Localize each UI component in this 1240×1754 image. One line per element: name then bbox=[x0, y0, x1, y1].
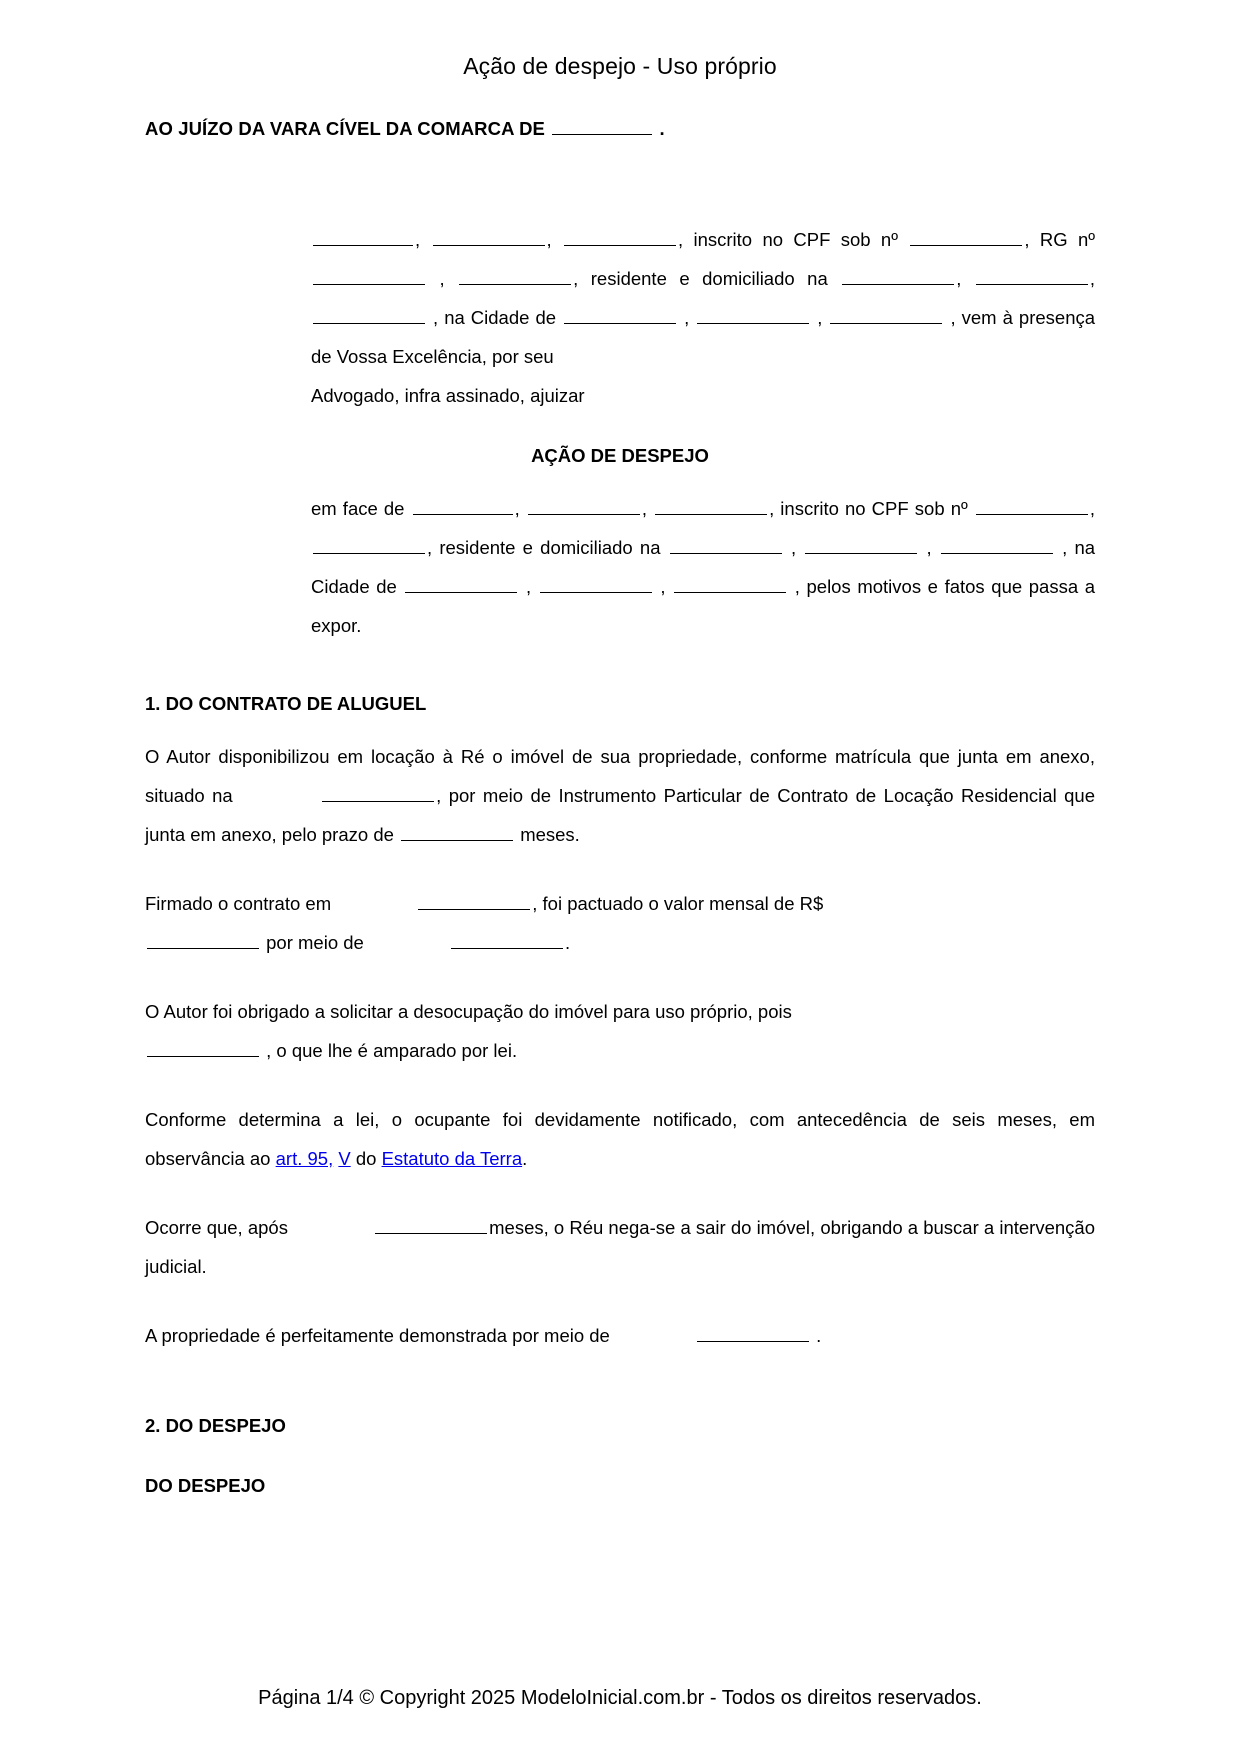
contract-p4-end: . bbox=[522, 1148, 528, 1169]
court-heading bbox=[145, 118, 1095, 140]
document-header-title: Ação de despejo - Uso próprio bbox=[463, 53, 777, 79]
spacer bbox=[145, 854, 1095, 884]
contract-p1-text-b: , por meio de Instrumento Particular de Contrato de Locação Residencial que junta em anexo, pelo prazo de bbox=[145, 785, 1095, 845]
footer-rights: - Todos os direitos reservados. bbox=[704, 1687, 982, 1709]
document-body bbox=[0, 118, 1240, 1497]
defendant-cpf-blank bbox=[976, 500, 1088, 515]
court-heading-suffix: . bbox=[659, 118, 665, 139]
contract-p2-text-c: por meio de bbox=[266, 932, 364, 953]
contract-p5-text-a: Ocorre que, após bbox=[145, 1217, 288, 1238]
plaintiff-name-blank bbox=[313, 231, 413, 246]
section-title-contrato: 1. DO CONTRATO DE ALUGUEL bbox=[145, 693, 427, 714]
plaintiff-uf-blank bbox=[697, 309, 809, 324]
contract-paragraph-5 bbox=[145, 1208, 1095, 1286]
spacer bbox=[145, 715, 1095, 737]
contract-p1-text-c: meses. bbox=[520, 824, 580, 845]
plaintiff-presence-text: , vem à presença de Vossa Excelência, por seu bbox=[311, 307, 1096, 367]
defendant-state-blank bbox=[655, 500, 767, 515]
defendant-name-blank bbox=[413, 500, 513, 515]
spacer bbox=[145, 1286, 1095, 1316]
plaintiff-address1-blank bbox=[842, 270, 954, 285]
plaintiff-qualification-paragraph: , , , inscrito no CPF sob nº , RG nº , , residente e domiciliado na , , , na Cidade de , , , vem à presença de Vossa Excelência, por seu bbox=[311, 229, 1096, 367]
contract-reason-blank bbox=[147, 1042, 259, 1057]
link-estatuto-da-terra[interactable]: Estatuto da Terra bbox=[381, 1148, 523, 1169]
plaintiff-state-blank bbox=[564, 231, 676, 246]
plaintiff-residence-text: , residente e domiciliado na bbox=[573, 268, 828, 289]
plaintiff-city-blank bbox=[564, 309, 676, 324]
contract-payment-blank bbox=[451, 934, 563, 949]
spacer bbox=[145, 1178, 1095, 1208]
plaintiff-cpf-blank bbox=[910, 231, 1022, 246]
plaintiff-qualification-closing: Advogado, infra assinado, ajuizar bbox=[311, 385, 585, 406]
defendant-address1-blank bbox=[670, 539, 782, 554]
spacer bbox=[145, 140, 1095, 220]
plaintiff-nationality-blank bbox=[433, 231, 545, 246]
plaintiff-cep-blank bbox=[830, 309, 942, 324]
contract-p3-text-b: , o que lhe é amparado por lei. bbox=[266, 1040, 518, 1061]
spacer bbox=[145, 415, 1095, 445]
contract-p1-text-a: O Autor disponibilizou em locação à Ré o imóvel de sua propriedade, conforme matrícula que junta em anexo, situado na bbox=[145, 746, 1095, 806]
link-art-95[interactable]: art. 95, bbox=[275, 1148, 334, 1169]
defendant-city-blank bbox=[405, 578, 517, 593]
plaintiff-address3-blank bbox=[313, 309, 425, 324]
contract-value-blank bbox=[147, 934, 259, 949]
contract-paragraph-6 bbox=[145, 1316, 1095, 1355]
spacer bbox=[145, 467, 1095, 489]
plaintiff-extra-blank bbox=[459, 270, 571, 285]
contract-p4-text-a: Conforme determina a lei, o ocupante foi devidamente notificado, com antecedência de seis meses, em observância ao bbox=[145, 1109, 1095, 1169]
contract-months-blank bbox=[375, 1219, 487, 1234]
court-heading-text: AO JUÍZO DA VARA CÍVEL DA COMARCA DE bbox=[145, 118, 545, 139]
defendant-city-label: , na Cidade de bbox=[311, 537, 1096, 597]
defendant-closing: , pelos motivos e fatos que passa a expor. bbox=[311, 576, 1096, 636]
contract-paragraph-2 bbox=[145, 884, 1095, 962]
plaintiff-rg-label: , RG nº bbox=[1024, 229, 1095, 250]
defendant-qualification-paragraph: em face de , , , inscrito no CPF sob nº , , residente e domiciliado na , , , na Cidade de , , , pelos motivos e fatos que passa a expor. bbox=[311, 498, 1096, 636]
contract-proof-blank bbox=[697, 1327, 809, 1342]
contract-p6-text-b: . bbox=[816, 1325, 822, 1346]
defendant-address2-blank bbox=[805, 539, 917, 554]
contract-p2-text-a: Firmado o contrato em bbox=[145, 893, 332, 914]
contract-p6-text-a: A propriedade é perfeitamente demonstrada por meio de bbox=[145, 1325, 610, 1346]
contract-p2-text-d: . bbox=[564, 932, 571, 953]
spacer bbox=[145, 962, 1095, 992]
spacer bbox=[145, 1070, 1095, 1100]
link-inciso-v[interactable]: V bbox=[338, 1148, 351, 1169]
defendant-address3-blank bbox=[941, 539, 1053, 554]
defendant-cpf-text: , inscrito no CPF sob nº bbox=[769, 498, 968, 519]
subsection-title-despejo: DO DESPEJO bbox=[145, 1475, 266, 1496]
contract-paragraph-4 bbox=[145, 1100, 1095, 1178]
footer-page-label: Página 1/4 © Copyright 2025 bbox=[258, 1687, 521, 1709]
spacer bbox=[145, 645, 1095, 693]
defendant-cep-blank bbox=[674, 578, 786, 593]
spacer bbox=[145, 1437, 1095, 1475]
section-title-despejo: 2. DO DESPEJO bbox=[145, 1415, 286, 1436]
contract-p4-mid: do bbox=[350, 1148, 382, 1169]
contract-p2-text-b: , foi pactuado o valor mensal de R$ bbox=[532, 893, 824, 914]
footer-brand: ModeloInicial.com.br bbox=[520, 1687, 705, 1709]
defendant-residence-text: , residente e domiciliado na bbox=[427, 537, 661, 558]
spacer bbox=[145, 1355, 1095, 1415]
plaintiff-city-label: , na Cidade de bbox=[433, 307, 557, 328]
defendant-uf-blank bbox=[540, 578, 652, 593]
contract-p5-text-b: meses, o Réu nega-se a sair do imóvel, obrigando a buscar a intervenção judicial. bbox=[145, 1217, 1095, 1277]
contract-address-blank bbox=[322, 787, 434, 802]
plaintiff-address2-blank bbox=[976, 270, 1088, 285]
action-title: AÇÃO DE DESPEJO bbox=[531, 445, 709, 466]
contract-paragraph-3 bbox=[145, 992, 1095, 1070]
defendant-rg-blank bbox=[313, 539, 425, 554]
defendant-nationality-blank bbox=[528, 500, 640, 515]
contract-p3-text-a: O Autor foi obrigado a solicitar a desocupação do imóvel para uso próprio, pois bbox=[145, 1001, 792, 1022]
plaintiff-cpf-text: , inscrito no CPF sob nº bbox=[678, 229, 898, 250]
page-footer bbox=[0, 1687, 1240, 1710]
court-blank bbox=[552, 120, 652, 135]
plaintiff-rg-blank bbox=[313, 270, 425, 285]
contract-date-blank bbox=[418, 895, 530, 910]
contract-term-blank bbox=[401, 826, 513, 841]
contract-paragraph-1 bbox=[145, 737, 1095, 854]
defendant-lead: em face de bbox=[311, 498, 405, 519]
